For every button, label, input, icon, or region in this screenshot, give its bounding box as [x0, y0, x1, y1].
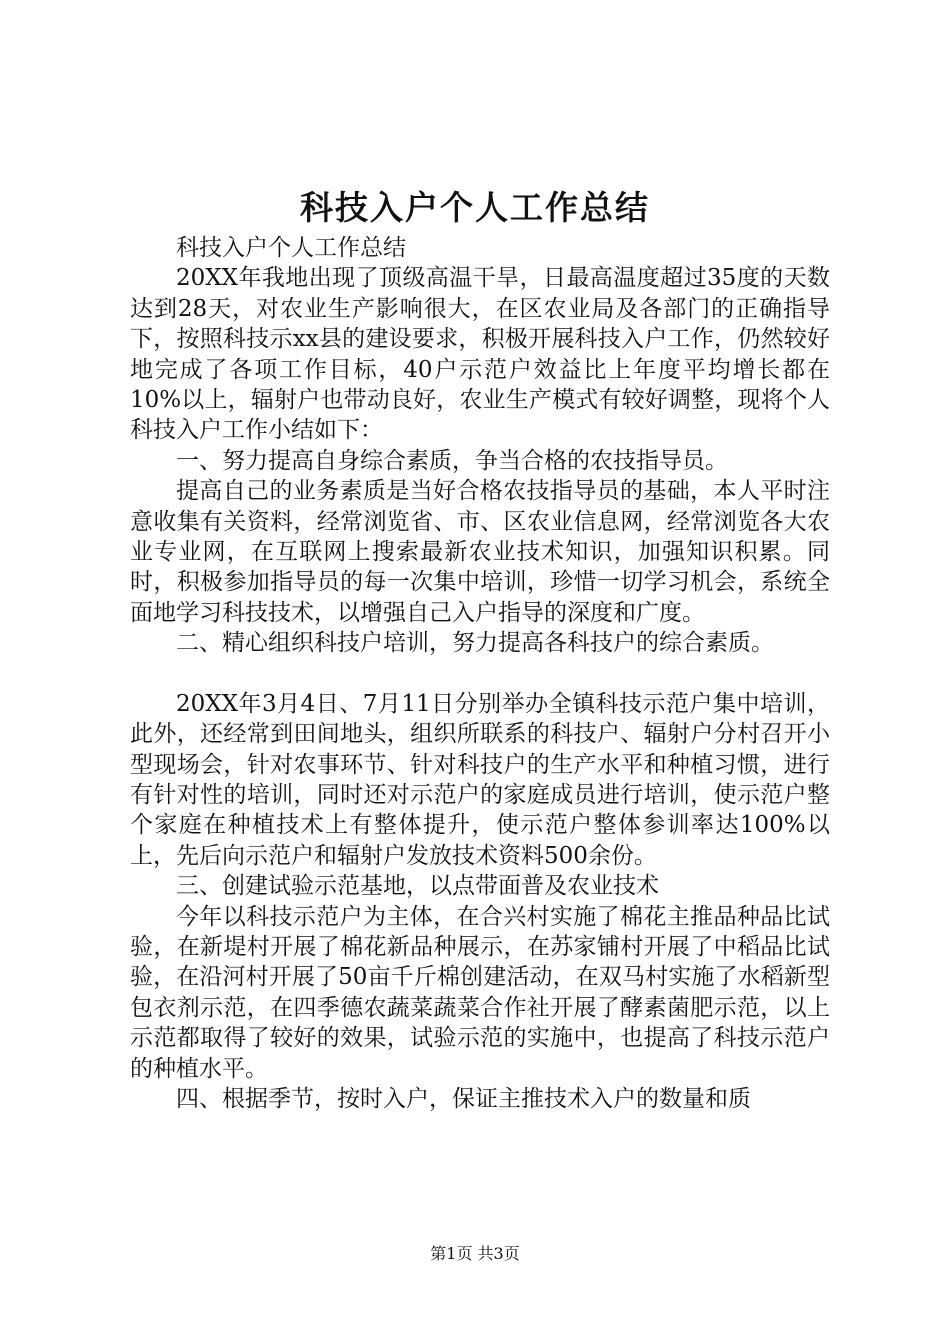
document-body: [130, 233, 830, 1114]
page-footer: 第1页 共3页: [430, 1244, 520, 1263]
section-heading-4: 四、根据季节，按时入户，保证主推技术入户的数量和质: [176, 1085, 751, 1112]
document-title: 科技入户个人工作总结: [300, 188, 650, 227]
section-heading-1: 一、努力提高自身综合素质，争当合格的农技指导员。: [176, 447, 728, 474]
paragraph-section-2: 20XX年3月4日、7月11日分别举办全镇科技示范户集中培训，此外，还经常到田间地头，组织所联系的科技户、辐射户分村召开小型现场会，针对农事环节、针对科技户的生产水平和种植习惯，进行有针对性的培训，同时还对示范户的家庭成员进行培训，使示范户整个家庭在种植技术上有整体提升，使示范户整体参训率达100%以上，先后向示范户和辐射户发放技术资料500余份。: [130, 690, 830, 869]
paragraph-section-3: 今年以科技示范户为主体，在合兴村实施了棉花主推品种品比试验，在新堤村开展了棉花新品种展示，在苏家铺村开展了中稻品比试验，在沿河村开展了50亩千斤棉创建活动，在双马村实施了水稻新型包衣剂示范，在四季德农蔬菜蔬菜合作社开展了酵素菌肥示范，以上示范都取得了较好的效果，试验示范的实施中，也提高了科技示范户的种植水平。: [130, 903, 830, 1082]
paragraph-section-1: 提高自己的业务素质是当好合格农技指导员的基础，本人平时注意收集有关资料，经常浏览省、市、区农业信息网，经常浏览各大农业专业网，在互联网上搜索最新农业技术知识，加强知识积累。同时，积极参加指导员的每一次集中培训，珍惜一切学习机会，系统全面地学习科技技术，以增强自己入户指导的深度和广度。: [130, 478, 830, 626]
section-heading-3: 三、创建试验示范基地，以点带面普及农业技术: [176, 873, 659, 900]
paragraph-gap: [130, 659, 830, 689]
document-subtitle: 科技入户个人工作总结: [176, 235, 406, 261]
paragraph-intro: 20XX年我地出现了顶级高温干旱，日最高温度超过35度的天数达到28天，对农业生产影响很大，在区农业局及各部门的正确指导下，按照科技示xx县的建设要求，积极开展科技入户工作，仍然较好地完成了各项工作目标，40户示范户效益比上年度平均增长都在10%以上，辐射户也带动良好，农业生产模式有较好调整，现将个人科技入户工作小结如下：: [130, 265, 830, 444]
section-heading-2: 二、精心组织科技户培训，努力提高各科技户的综合素质。: [176, 630, 774, 657]
